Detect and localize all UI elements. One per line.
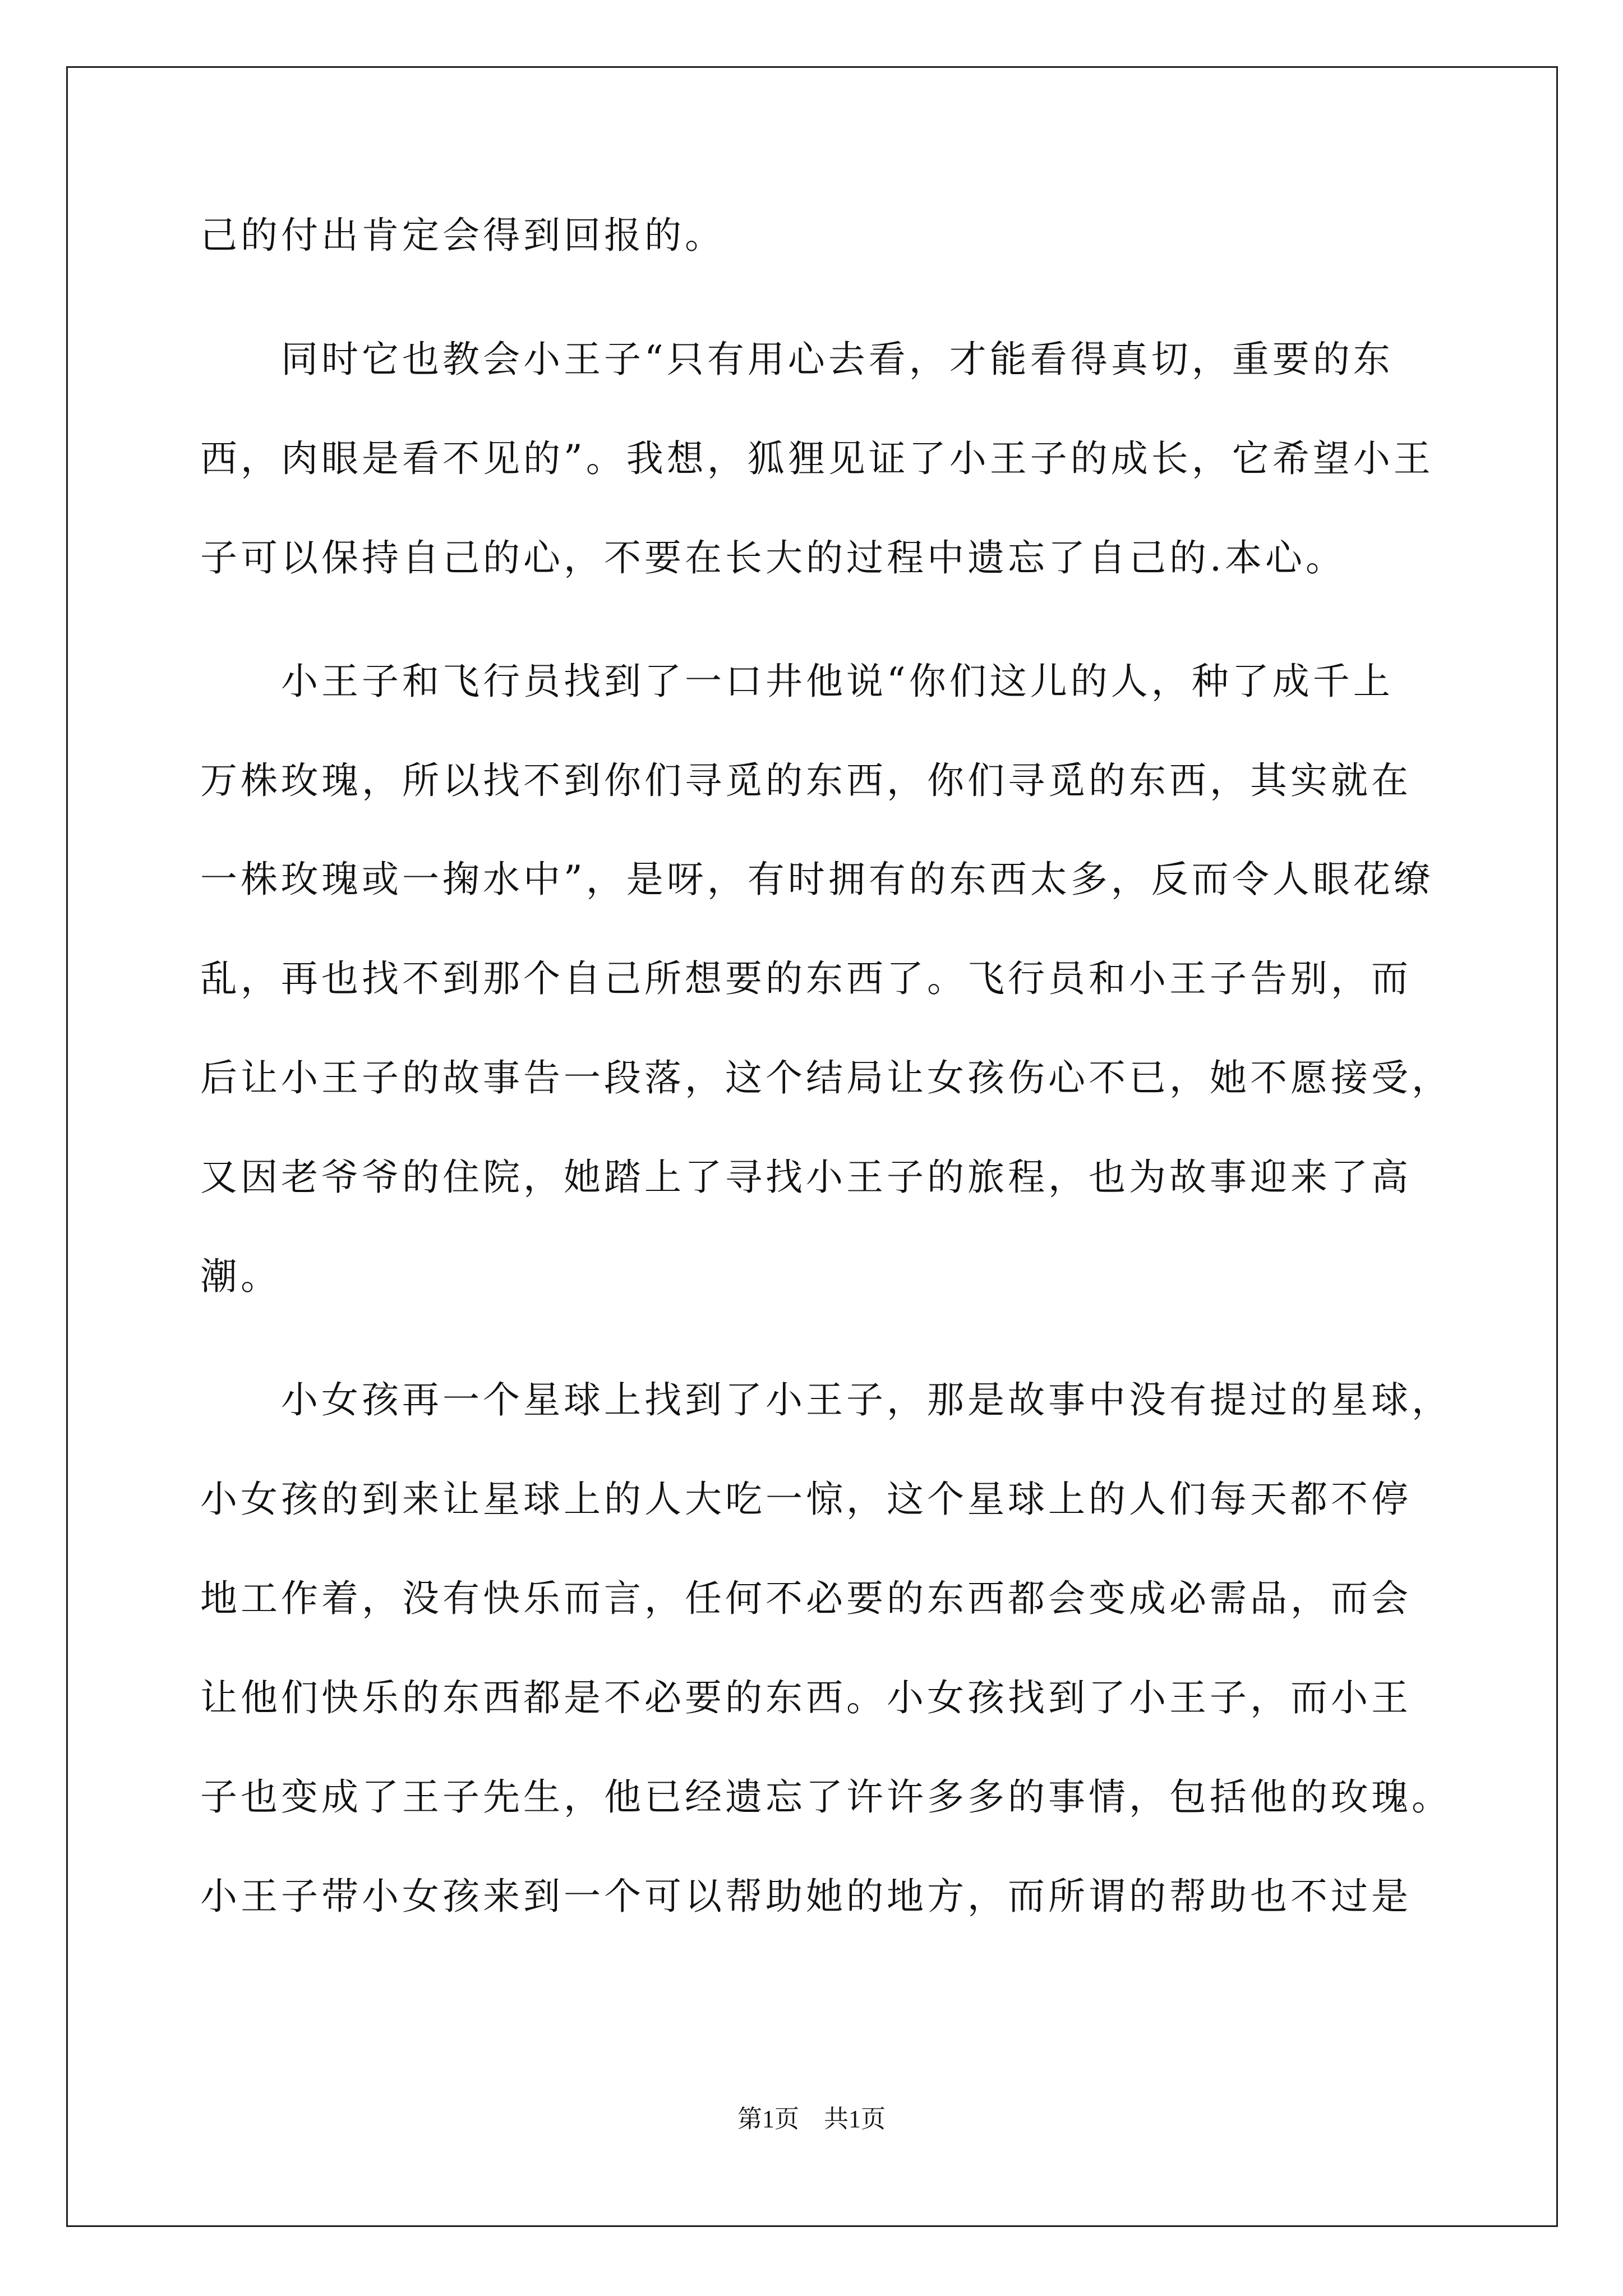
text-line: 让他们快乐的东西都是不必要的东西。小女孩找到了小王子，而小王	[200, 1676, 1412, 1719]
text-line: 小女孩的到来让星球上的人大吃一惊，这个星球上的人们每天都不停	[200, 1478, 1412, 1521]
text-line: 潮。	[200, 1255, 281, 1298]
text-line: 同时它也教会小王子“只有用心去看，才能看得真切，重要的东	[200, 338, 1394, 381]
text-line: 后让小王子的故事告一段落，这个结局让女孩伤心不已，她不愿接受，	[200, 1056, 1452, 1099]
text-line: 小女孩再一个星球上找到了小王子，那是故事中没有提过的星球，	[200, 1378, 1452, 1421]
text-line: 子可以保持自己的心，不要在长大的过程中遗忘了自己的.本心。	[200, 536, 1346, 579]
text-line: 小王子和飞行员找到了一口井他说“你们这儿的人，种了成千上	[200, 660, 1394, 703]
text-line: 西，肉眼是看不见的”。我想，狐狸见证了小王子的成长，它希望小王	[200, 437, 1434, 480]
text-line: 万株玫瑰，所以找不到你们寻觅的东西，你们寻觅的东西，其实就在	[200, 759, 1412, 802]
text-line: 己的付出肯定会得到回报的。	[200, 214, 725, 257]
page-footer: 第1页 共1页	[737, 2105, 886, 2133]
text-line: 乱，再也找不到那个自己所想要的东西了。飞行员和小王子告别，而	[200, 957, 1412, 1000]
text-line: 一株玫瑰或一掬水中”，是呀，有时拥有的东西太多，反而令人眼花缭	[200, 858, 1434, 901]
text-line: 小王子带小女孩来到一个可以帮助她的地方，而所谓的帮助也不过是	[200, 1875, 1412, 1918]
text-line: 子也变成了王子先生，他已经遗忘了许许多多的事情，包括他的玫瑰。	[200, 1775, 1452, 1819]
text-line: 地工作着，没有快乐而言，任何不必要的东西都会变成必需品，而会	[200, 1577, 1412, 1620]
text-line: 又因老爷爷的住院，她踏上了寻找小王子的旅程，也为故事迎来了高	[200, 1156, 1412, 1199]
